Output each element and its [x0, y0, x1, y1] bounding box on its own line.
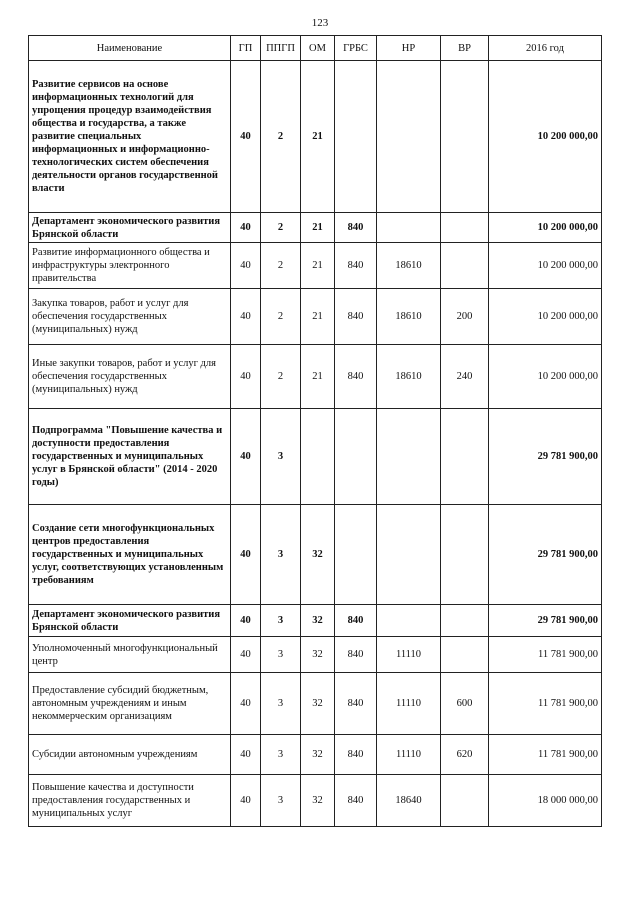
- table-row: [29, 505, 602, 605]
- row-om: 21: [301, 213, 335, 243]
- table-row: [29, 243, 602, 289]
- row-om: 32: [301, 605, 335, 637]
- row-amount-2016: 10 200 000,00: [489, 213, 602, 243]
- row-gp: 40: [231, 735, 261, 775]
- row-name: Развитие информационного общества и инфраструктуры электронного правительства: [29, 243, 231, 289]
- row-name: Департамент экономического развития Брянской области: [29, 605, 231, 637]
- table-header-row: [29, 36, 602, 61]
- row-vr: [441, 61, 489, 213]
- row-gp: 40: [231, 61, 261, 213]
- row-vr: 600: [441, 673, 489, 735]
- column-header-grbs: ГРБС: [335, 36, 377, 61]
- row-grbs: 840: [335, 213, 377, 243]
- row-gp: 40: [231, 673, 261, 735]
- column-header-vr: ВР: [441, 36, 489, 61]
- row-name: Развитие сервисов на основе информационных технологий для упрощения процедур взаимодействия общества и государства, а также развитие специальных информационных и информационно-технологических систем обеспечения деятельности органов государственной власти: [29, 61, 231, 213]
- row-ppgp: 3: [261, 605, 301, 637]
- row-om: 32: [301, 637, 335, 673]
- row-grbs: 840: [335, 735, 377, 775]
- row-om: 32: [301, 735, 335, 775]
- row-ppgp: 3: [261, 735, 301, 775]
- row-om: [301, 409, 335, 505]
- row-nr: [377, 61, 441, 213]
- row-ppgp: 2: [261, 213, 301, 243]
- row-gp: 40: [231, 637, 261, 673]
- page-number: 123: [311, 17, 329, 29]
- row-amount-2016: 11 781 900,00: [489, 735, 602, 775]
- row-om: 32: [301, 673, 335, 735]
- row-ppgp: 3: [261, 673, 301, 735]
- row-grbs: [335, 61, 377, 213]
- row-ppgp: 2: [261, 345, 301, 409]
- row-om: 21: [301, 61, 335, 213]
- row-nr: [377, 505, 441, 605]
- row-grbs: [335, 409, 377, 505]
- row-amount-2016: 10 200 000,00: [489, 345, 602, 409]
- table-row: [29, 605, 602, 637]
- column-header-nr: НР: [377, 36, 441, 61]
- row-name: Предоставление субсидий бюджетным, автономным учреждениям и иным некоммерческим организациям: [29, 673, 231, 735]
- row-nr: 11110: [377, 673, 441, 735]
- row-grbs: 840: [335, 345, 377, 409]
- row-grbs: 840: [335, 775, 377, 827]
- row-nr: 18610: [377, 345, 441, 409]
- table-row: [29, 61, 602, 213]
- row-name: Уполномоченный многофункциональный центр: [29, 637, 231, 673]
- table-row: [29, 775, 602, 827]
- table-row: [29, 345, 602, 409]
- row-amount-2016: 29 781 900,00: [489, 605, 602, 637]
- column-header-ppgp: ППГП: [261, 36, 301, 61]
- row-amount-2016: 11 781 900,00: [489, 673, 602, 735]
- row-amount-2016: 18 000 000,00: [489, 775, 602, 827]
- row-amount-2016: 11 781 900,00: [489, 637, 602, 673]
- row-ppgp: 2: [261, 61, 301, 213]
- row-ppgp: 3: [261, 775, 301, 827]
- row-grbs: 840: [335, 673, 377, 735]
- row-name: Закупка товаров, работ и услуг для обеспечения государственных (муниципальных) нужд: [29, 289, 231, 345]
- row-gp: 40: [231, 345, 261, 409]
- row-gp: 40: [231, 505, 261, 605]
- row-grbs: 840: [335, 637, 377, 673]
- row-name: Повышение качества и доступности предоставления государственных и муниципальных услуг: [29, 775, 231, 827]
- table-row: [29, 289, 602, 345]
- row-vr: [441, 775, 489, 827]
- table-body: [29, 61, 602, 827]
- row-ppgp: 2: [261, 289, 301, 345]
- row-gp: 40: [231, 243, 261, 289]
- row-grbs: 840: [335, 289, 377, 345]
- row-nr: 18640: [377, 775, 441, 827]
- row-ppgp: 2: [261, 243, 301, 289]
- row-grbs: 840: [335, 605, 377, 637]
- row-vr: [441, 605, 489, 637]
- row-amount-2016: 10 200 000,00: [489, 289, 602, 345]
- budget-table: [28, 35, 602, 827]
- row-amount-2016: 10 200 000,00: [489, 243, 602, 289]
- column-header-name: Наименование: [29, 36, 231, 61]
- row-gp: 40: [231, 775, 261, 827]
- column-header-gp: ГП: [231, 36, 261, 61]
- row-vr: 240: [441, 345, 489, 409]
- row-nr: 18610: [377, 289, 441, 345]
- row-nr: [377, 213, 441, 243]
- row-nr: [377, 605, 441, 637]
- row-vr: [441, 505, 489, 605]
- row-name: Иные закупки товаров, работ и услуг для обеспечения государственных (муниципальных) нужд: [29, 345, 231, 409]
- table-row: [29, 637, 602, 673]
- row-amount-2016: 10 200 000,00: [489, 61, 602, 213]
- row-om: 21: [301, 289, 335, 345]
- row-amount-2016: 29 781 900,00: [489, 505, 602, 605]
- column-header-amount-2016: 2016 год: [489, 36, 602, 61]
- table-row: [29, 213, 602, 243]
- row-gp: 40: [231, 409, 261, 505]
- row-name: Субсидии автономным учреждениям: [29, 735, 231, 775]
- row-ppgp: 3: [261, 637, 301, 673]
- row-vr: [441, 637, 489, 673]
- row-vr: 620: [441, 735, 489, 775]
- row-om: 32: [301, 775, 335, 827]
- table-row: [29, 409, 602, 505]
- row-name: Подпрограмма "Повышение качества и доступности предоставления государственных и муниципальных услуг в Брянской области" (2014 - 2020 годы): [29, 409, 231, 505]
- table-row: [29, 673, 602, 735]
- row-name: Департамент экономического развития Брянской области: [29, 213, 231, 243]
- row-vr: 200: [441, 289, 489, 345]
- row-gp: 40: [231, 213, 261, 243]
- row-vr: [441, 243, 489, 289]
- row-vr: [441, 409, 489, 505]
- row-nr: 11110: [377, 735, 441, 775]
- row-nr: [377, 409, 441, 505]
- column-header-om: ОМ: [301, 36, 335, 61]
- row-amount-2016: 29 781 900,00: [489, 409, 602, 505]
- row-nr: 11110: [377, 637, 441, 673]
- row-ppgp: 3: [261, 409, 301, 505]
- table-row: [29, 735, 602, 775]
- row-name: Создание сети многофункциональных центров предоставления государственных и муниципальных услуг, соответствующих установленным требованиям: [29, 505, 231, 605]
- row-gp: 40: [231, 605, 261, 637]
- row-ppgp: 3: [261, 505, 301, 605]
- row-om: 21: [301, 243, 335, 289]
- row-gp: 40: [231, 289, 261, 345]
- row-grbs: 840: [335, 243, 377, 289]
- row-om: 32: [301, 505, 335, 605]
- row-vr: [441, 213, 489, 243]
- row-nr: 18610: [377, 243, 441, 289]
- row-grbs: [335, 505, 377, 605]
- row-om: 21: [301, 345, 335, 409]
